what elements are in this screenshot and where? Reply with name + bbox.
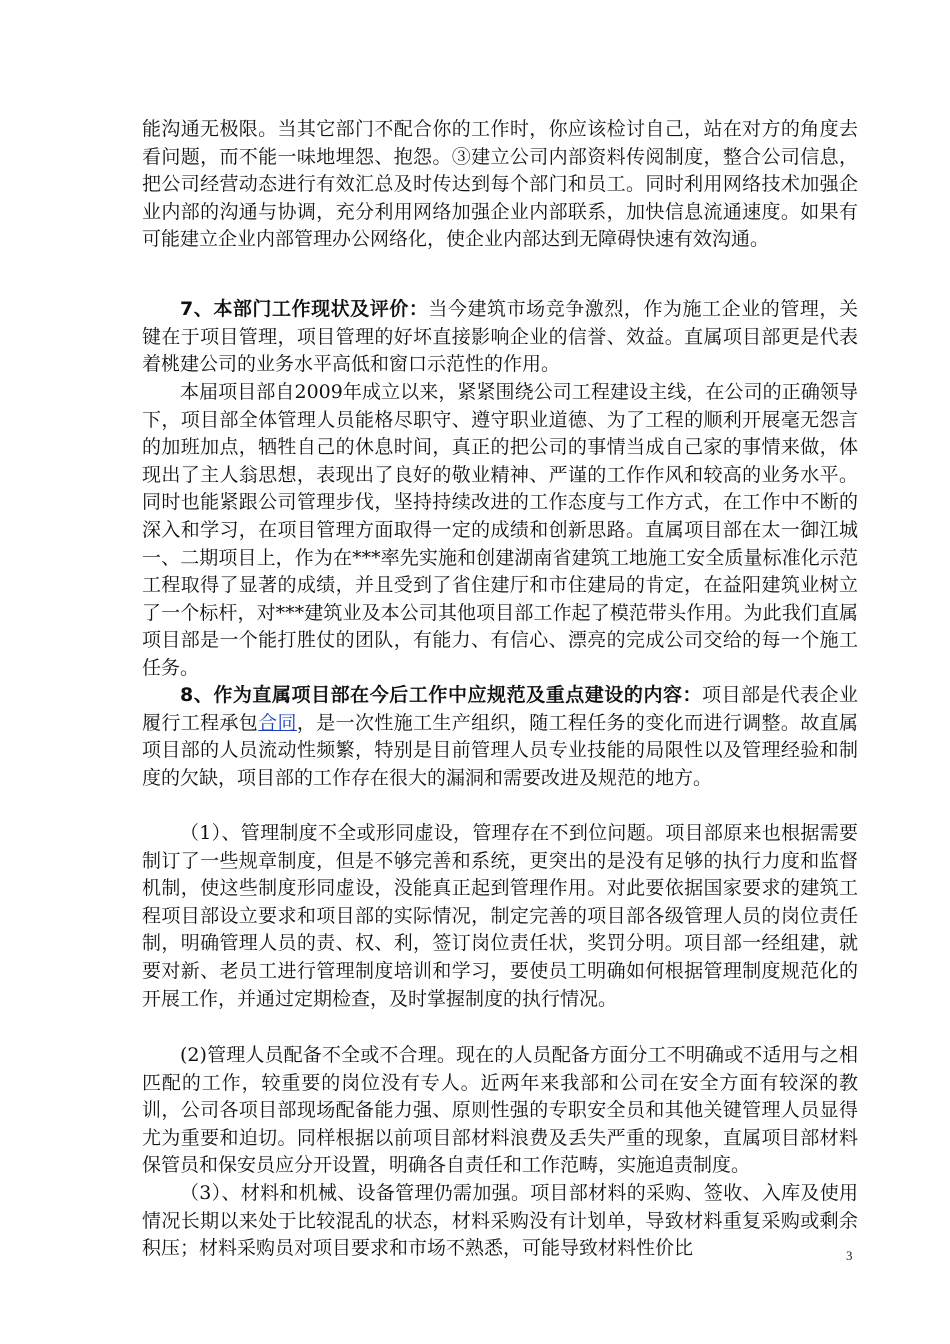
section-8-heading: 8、作为直属项目部在今后工作中应规范及重点建设的内容： xyxy=(180,684,703,706)
section-8-text-before-link: 项目部是代表企业履行工程承包 xyxy=(142,684,858,734)
contract-link[interactable]: 合同 xyxy=(258,711,297,734)
section-8-item-2: (2)管理人员配备不全或不合理。现在的人员配备方面分工不明确或不适用与之相匹配的工作，较重要的岗位没有专人。近两年来我部和公司在安全方面有较深的教训，公司各项目部现场配备能力强、原则性强的专职安全员和其他关键管理人员显得尤为重要和迫切。同样根据以前项目部材料浪费及丢失严重的现象，直属项目部材料保管员和保安员应分开设置，明确各自责任和工作范畴，实施追责制度。 xyxy=(142,1044,858,1177)
paragraph-continuation: 能沟通无极限。当其它部门不配合你的工作时，你应该检讨自己，站在对方的角度去看问题，而不能一味地埋怨、抱怨。③建立公司内部资料传阅制度，整合公司信息，把公司经营动态进行有效汇总及时传达到每个部门和员工。同时利用网络技术加强企业内部的沟通与协调，充分利用网络加强企业内部联系，加快信息流通速度。如果有可能建立企业内部管理办公网络化，使企业内部达到无障碍快速有效沟通。 xyxy=(142,118,858,251)
section-7-heading: 7、本部门工作现状及评价： xyxy=(180,298,429,320)
section-7-intro xyxy=(142,296,858,379)
section-7-paragraph-2: 本届项目部自2009年成立以来，紧紧围绕公司工程建设主线，在公司的正确领导下，项目部全体管理人员能格尽职守、遵守职业道德、为了工程的顺利开展毫无怨言的加班加点，牺牲自己的休息时间，真正的把公司的事情当成自己家的事情来做，体现出了主人翁思想，表现出了良好的敬业精神、严谨的工作作风和较高的业务水平。同时也能紧跟公司管理步伐，坚持持续改进的工作态度与工作方式，在工作中不断的深入和学习，在项目管理方面取得一定的成绩和创新思路。直属项目部在太一御江城一、二期项目上，作为在***率先实施和创建湖南省建筑工地施工安全质量标准化示范工程取得了显著的成绩，并且受到了省住建厅和市住建局的肯定，在益阳建筑业树立了一个标杆，对***建筑业及本公司其他项目部工作起了模范带头作用。为此我们直属项目部是一个能打胜仗的团队，有能力、有信心、漂亮的完成公司交给的每一个施工任务。 xyxy=(142,381,858,679)
page-number: 3 xyxy=(846,1248,853,1263)
section-8-text-after-link: ，是一次性施工生产组织，随工程任务的变化而进行调整。故直属项目部的人员流动性频繁，特别是目前管理人员专业技能的局限性以及管理经验和制度的欠缺，项目部的工作存在很大的漏洞和需要改进及规范的地方。 xyxy=(142,711,858,789)
section-8-item-1: （1）、管理制度不全或形同虚设，管理存在不到位问题。项目部原来也根据需要制订了一些规章制度，但是不够完善和系统，更突出的是没有足够的执行力度和监督机制，使这些制度形同虚设，没能真正起到管理作用。对此要依据国家要求的建筑工程项目部设立要求和项目部的实际情况，制定完善的项目部各级管理人员的岗位责任制，明确管理人员的责、权、利，签订岗位责任状，奖罚分明。项目部一经组建，就要对新、老员工进行管理制度培训和学习，要使员工明确如何根据管理制度规范化的开展工作，并通过定期检查，及时掌握制度的执行情况。 xyxy=(142,822,858,1010)
section-8-intro xyxy=(142,682,858,792)
section-7-text: 当今建筑市场竞争激烈，作为施工企业的管理，关键在于项目管理，项目管理的好坏直接影响企业的信誉、效益。直属项目部更是代表着桃建公司的业务水平高低和窗口示范性的作用。 xyxy=(142,298,858,376)
section-8-item-3: （3）、材料和机械、设备管理仍需加强。项目部材料的采购、签收、入库及使用情况长期以来处于比较混乱的状态，材料采购没有计划单，导致材料重复采购或剩余积压；材料采购员对项目要求和市场不熟悉，可能导致材料性价比 xyxy=(142,1182,858,1260)
